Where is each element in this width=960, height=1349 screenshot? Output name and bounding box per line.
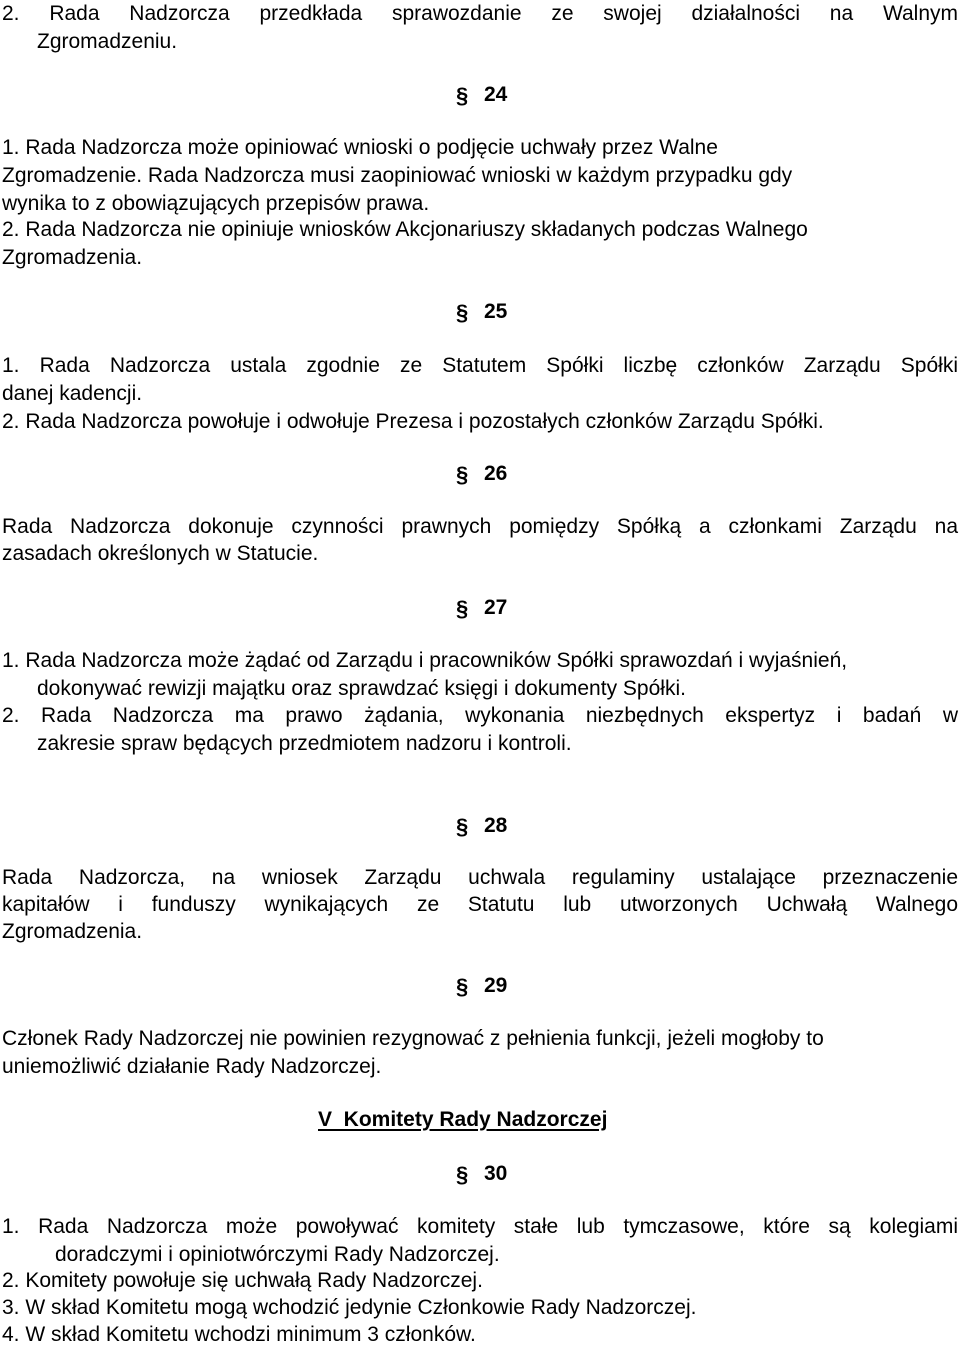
section-symbol [456, 812, 470, 840]
paragraph-line: dokonywać rewizji majątku oraz sprawdzać księgi i dokumenty Spółki. [37, 677, 686, 700]
paragraph-line: doradczymi i opiniotwórczymi Rady Nadzorczej. [55, 1243, 500, 1266]
section-number: 25 [484, 300, 508, 323]
paragraph-line: 2. Rada Nadzorcza przedkłada sprawozdanie ze swojej działalności na Walnym [2, 2, 958, 25]
section-symbol [456, 1160, 470, 1188]
paragraph-line: 2. Rada Nadzorcza powołuje i odwołuje Prezesa i pozostałych członków Zarządu Spółki. [2, 410, 824, 433]
section-symbol [456, 460, 470, 488]
section-heading [456, 812, 507, 840]
paragraph-line: 2. Komitety powołuje się uchwałą Rady Nadzorczej. [2, 1269, 483, 1292]
section-heading [456, 972, 507, 1000]
paragraph-line: 4. W skład Komitetu wchodzi minimum 3 członków. [2, 1323, 476, 1346]
chapter-heading [318, 1106, 607, 1134]
paragraph-line: zasadach określonych w Statucie. [2, 542, 319, 565]
paragraph-line: 2. Rada Nadzorcza nie opiniuje wniosków Akcjonariuszy składanych podczas Walnego [2, 218, 808, 241]
paragraph-line: 3. W skład Komitetu mogą wchodzić jedynie Członkowie Rady Nadzorczej. [2, 1296, 697, 1319]
paragraph-line: Rada Nadzorcza dokonuje czynności prawnych pomiędzy Spółką a członkami Zarządu na [2, 515, 958, 538]
paragraph-line: Zgromadzeniu. [37, 30, 178, 53]
section-symbol [456, 298, 470, 326]
paragraph-line: wynika to z obowiązujących przepisów prawa. [2, 192, 430, 215]
svg-text:§: § [456, 462, 469, 486]
section-symbol [456, 594, 470, 622]
paragraph-line: 1. Rada Nadzorcza ustala zgodnie ze Statutem Spółki liczbę członków Zarządu Spółki [2, 354, 958, 377]
paragraph-line: 2. Rada Nadzorcza ma prawo żądania, wykonania niezbędnych ekspertyz i badań w [2, 704, 958, 727]
svg-text:§: § [456, 974, 469, 998]
section-symbol [456, 972, 470, 1000]
chapter-title: V Komitety Rady Nadzorczej [318, 1108, 608, 1131]
section-heading [456, 1160, 507, 1188]
section-heading [456, 460, 507, 488]
paragraph-line: danej kadencji. [2, 382, 143, 405]
section-heading [456, 298, 507, 326]
svg-text:§: § [456, 596, 469, 620]
paragraph-line: 1. Rada Nadzorcza może żądać od Zarządu i pracowników Spółki sprawozdań i wyjaśnień, [2, 649, 848, 672]
paragraph-line: Zgromadzenia. [2, 920, 143, 943]
svg-text:§: § [456, 300, 469, 324]
paragraph-line: Zgromadzenia. [2, 246, 143, 269]
section-symbol [456, 81, 470, 109]
paragraph-line: kapitałów i funduszy wynikających ze Statutu lub utworzonych Uchwałą Walnego [2, 893, 958, 916]
paragraph-line: 1. Rada Nadzorcza może opiniować wnioski o podjęcie uchwały przez Walne [2, 136, 718, 159]
section-number: 28 [484, 814, 508, 837]
section-number: 27 [484, 596, 508, 619]
paragraph-line: Rada Nadzorcza, na wniosek Zarządu uchwala regulaminy ustalające przeznaczenie [2, 866, 958, 889]
paragraph-line: zakresie spraw będących przedmiotem nadzoru i kontroli. [37, 732, 572, 755]
section-number: 30 [484, 1162, 508, 1185]
paragraph-line: 1. Rada Nadzorcza może powoływać komitety stałe lub tymczasowe, które są kolegiami [2, 1215, 958, 1238]
list-number: 2. [2, 2, 20, 25]
svg-text:§: § [456, 83, 469, 107]
svg-text:§: § [456, 1162, 469, 1186]
section-heading [456, 594, 507, 622]
section-number: 26 [484, 462, 508, 485]
paragraph-line: Członek Rady Nadzorczej nie powinien rezygnować z pełnienia funkcji, jeżeli mogłoby to [2, 1027, 824, 1050]
section-heading [456, 81, 507, 109]
section-number: 29 [484, 974, 508, 997]
svg-text:§: § [456, 814, 469, 838]
paragraph-line: Zgromadzenie. Rada Nadzorcza musi zaopiniować wnioski w każdym przypadku gdy [2, 164, 793, 187]
section-number: 24 [484, 83, 508, 106]
paragraph-line: uniemożliwić działanie Rady Nadzorczej. [2, 1055, 382, 1078]
